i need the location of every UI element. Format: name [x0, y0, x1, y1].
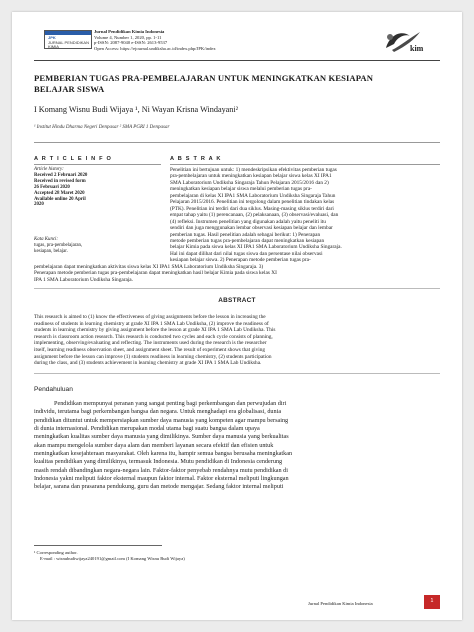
- footnote-email: E-mail : wisnubudiwijaya240191@gmail.com (I Komang Wisnu Budi Wijaya): [40, 555, 185, 561]
- logo-text-2: JURNAL PENDIDIKAN: [48, 39, 89, 45]
- abstrak-line: metode pemberian tugas pra-pembelajaran dapat meningkatkan kesiapan: [170, 237, 325, 244]
- abstract-en-line: students in learning chemistry by giving assignment before the lesson at grade XI IPA 1 SMA Lab Undiksha. This: [34, 327, 276, 334]
- footnote-marker: ¹: [34, 550, 36, 555]
- abstract-en-line: research is classroom action research. This research is conducted two cycles and each cycle consists of planning,: [34, 333, 273, 340]
- logo-text-1: JPK: [48, 35, 56, 40]
- footer-journal-name: Jurnal Pendidikan Kimia Indonesia: [308, 601, 373, 606]
- abstract-en-line: during the class, and (3) students achievement in learning chemistry at grade XI IPA 1 SMA Lab Undiksha.: [34, 360, 262, 367]
- abstrak-line: empat tahap yaitu (1) perencanaan, (2) pelaksanaan, (3) observasi/evaluasi, dan: [170, 212, 339, 219]
- logo-text-3: KIMIA: [48, 44, 59, 49]
- abstrak-line: belajar Kimia pada siswa kelas XI IPA1 SMA Laboratorium Undiksha Singaraja.: [170, 244, 342, 251]
- journal-logo: [44, 30, 92, 49]
- abstract-en-line: readiness of students in learning chemistry at grade XI IPA 1 SMA Lab Undiksha, (2) improve the readiness of: [34, 320, 269, 327]
- journal-volume: Volume 4, Number 1, 2020, pp. 1-11: [94, 34, 162, 40]
- history-accepted: Accepted 28 Maret 2020: [34, 190, 85, 196]
- history-revised-2: 26 Februari 2020: [34, 184, 70, 190]
- abstrak-label: A B S T R A K: [170, 156, 222, 162]
- abstrak-line: kesiapan belajar siswa. 2) Penerapan metode pemberian tugas pra-: [170, 257, 311, 264]
- abstrak-full-line: pembelajaran dapat meningkatkan aktivitas siswa kelas XI IPA1 SMA Laboratorium Undiksha Singaraja. 3): [34, 264, 264, 270]
- affiliation: ¹ Institut Hindu Dharma Negeri Denpasar ² SMA PGRI 1 Denpasar: [34, 125, 170, 130]
- abstrak-line: Penelitian ini bertujuan untuk: 1) mendeskripsikan efektivitas pemberian tugas: [170, 167, 337, 173]
- footnote: [34, 550, 334, 562]
- abstrak-line: (4) refleksi. Instrumen penelitian yang digunakan adalah yaitu peneliti itu: [170, 218, 326, 225]
- abstrak-line: pembelajaran di kelas XI IPA1 SMA Laboratorium Undiksha Singaraja Tahun: [170, 192, 336, 199]
- journal-open-access: Open Access: https://ejournal.undiksha.ac.id/index.php/JPK/index: [94, 45, 216, 51]
- abstrak-line: Pelajaran 2015/2016. Penelitian ini tergolong dalam penelitian tindakan kelas: [170, 199, 335, 206]
- abstrak-full-line: IPA 1 SMA Laboratorium Undiksha Singaraja.: [34, 276, 133, 283]
- abstract-en-line: This research is aimed to (1) know the effectiveness of giving assignments before the lesson in increasing the: [34, 314, 266, 320]
- intro-body: [34, 400, 440, 492]
- authors: I Komang Wisnu Budi Wijaya ¹, Ni Wayan Krisna Windayani²: [34, 105, 239, 114]
- article-info-rule: [34, 164, 161, 165]
- article-info-label: A R T I C L E I N F O: [34, 156, 113, 162]
- title-line-2: BELAJAR SISWA: [34, 84, 105, 94]
- intro-line: meningkatkan kesejahteraan masyarakat. Oleh karena itu, hampir semua bangsa berusaha meningkatkan: [34, 450, 293, 458]
- keywords: [34, 237, 162, 255]
- history-online-2: 2020: [34, 202, 44, 208]
- abstrak-line: meningkatkan kesiapan belajar siswa melalui pemberian tugas pra-: [170, 186, 312, 193]
- abstract-en-line: implementing, observing/evaluating and reflecting. The instruments used during the research is the researcher: [34, 340, 267, 347]
- abstract-en-body: [34, 314, 440, 367]
- title-line-1: PEMBERIAN TUGAS PRA-PEMBELAJARAN UNTUK MENINGKATKAN KESIAPAN: [34, 73, 374, 83]
- intro-line: masih rendah dibandingkan negara-negara lain. Faktor-faktor penyebab rendahnya mutu pendidikan di: [34, 466, 288, 474]
- abstrak-line: pemberian tugas. Hasil penelitian adalah sebagai berikut: 1) Penerapan: [170, 231, 321, 238]
- footnote-label: Corresponding author.: [36, 550, 78, 555]
- history-revised-1: Received in revised form: [34, 178, 86, 184]
- footnote-rule: [34, 545, 162, 546]
- abstract-heading: ABSTRACT: [218, 297, 256, 304]
- page-number-badge: 1: [424, 595, 440, 609]
- keywords-label: Kata Kunci:: [34, 237, 59, 242]
- intro-line: kualitas pendidikan yang dimilikinya, termasuk Indonesia. Mutu pendidikan di Indonesia cenderung: [34, 458, 283, 466]
- paper-title: [34, 73, 373, 95]
- abstrak-line: Hal ini dapat dilihat dari nilai tugas siswa dan persentase nilai observasi: [170, 250, 323, 257]
- header-rule: [34, 60, 440, 61]
- abstrak-body-full: [34, 264, 440, 283]
- journal-header-info: [94, 29, 216, 51]
- intro-line: Indonesia yakni meliputi faktor eksternal maupun faktor internal. Faktor eksternal meliputi lingkungan: [34, 475, 289, 483]
- abstract-end-rule: [34, 373, 440, 374]
- intro-line: Pendidikan mempunyai peranan yang sangat penting bagi perkembangan dan perwujudan diri: [54, 400, 287, 407]
- keywords-line-1: tugas, pra-pembelajaran,: [34, 242, 83, 248]
- abstrak-body: [170, 167, 440, 264]
- abstrak-full-line: Penerapan metode pemberian tugas pra-pembelajaran dapat meningkatkan hasil belajar Kimia pada siswa kelas XI: [34, 270, 277, 277]
- journal-issn: p-ISSN: 2087-9040 e-ISSN: 2613-9537: [94, 40, 168, 46]
- history-label: Article history:: [34, 167, 64, 172]
- abstrak-line: SMA Laboratorium Undiksha Singaraja Tahun Pelajaran 2015/2016 dan 2): [170, 179, 329, 186]
- article-history: [34, 167, 162, 208]
- intro-line: individu, terutama bagi perkembangan bangsa dan negara. Untuk menghadapi era globalisasi, dunia: [34, 408, 282, 416]
- title-rule: [34, 142, 440, 143]
- intro-line: pendidikan dituntut untuk mempersiapkan sumber daya manusia yang kompeten agar mampu bersaing: [34, 416, 289, 424]
- abstrak-line: sendiri dan juga menggunakan lembar observasi kesiapan belajar dan lembar: [170, 225, 333, 232]
- intro-line: di dunia internasional. Pendidikan merupakan modal utama bagi suatu bangsa dalam upaya: [34, 425, 260, 433]
- history-received: Received 2 Februari 2020: [34, 172, 88, 178]
- abstrak-end-rule: [34, 288, 440, 289]
- abstrak-rule: [170, 164, 440, 165]
- abstract-en-line: assignment before the lesson can improve (1) students readiness in learning chemistry, (2) students participation: [34, 353, 272, 360]
- jpk-logo-icon: [380, 28, 430, 54]
- journal-name: Jurnal Pendidikan Kimia Indonesia: [94, 29, 165, 34]
- abstrak-line: (PTK). Penelitian ini terdiri dari dua siklus. Masing-masing siklus terdiri dari: [170, 205, 334, 212]
- abstrak-line: pra-pembelajaran untuk meningkatkan kesiapan belajar siswa kelas XI IPA1: [170, 173, 332, 180]
- section-heading-pendahuluan: Pendahuluan: [34, 386, 73, 393]
- intro-line: belajar, sarana dan prasarana pendukung, guru dan metode mengajar. Sedang faktor internal meliputi: [34, 483, 284, 491]
- journal-page: [12, 12, 462, 620]
- logo-right-text: kim: [410, 44, 424, 53]
- keywords-line-2: kesiapan, belajar.: [34, 248, 68, 254]
- intro-line: akan mampu mengelola sumber daya alam dan memberi layanan secara efektif dan efisien untuk: [34, 441, 274, 449]
- abstract-en-line: itself, learning readiness observation sheet, and assignment sheet. The result of experiment shows that giving: [34, 346, 265, 353]
- history-online-1: Available online 20 April: [34, 196, 86, 202]
- intro-line: meningkatkan kualitas sumber daya manusia yang dimilikinya. Sumber daya manusia yang berkualitas: [34, 433, 289, 441]
